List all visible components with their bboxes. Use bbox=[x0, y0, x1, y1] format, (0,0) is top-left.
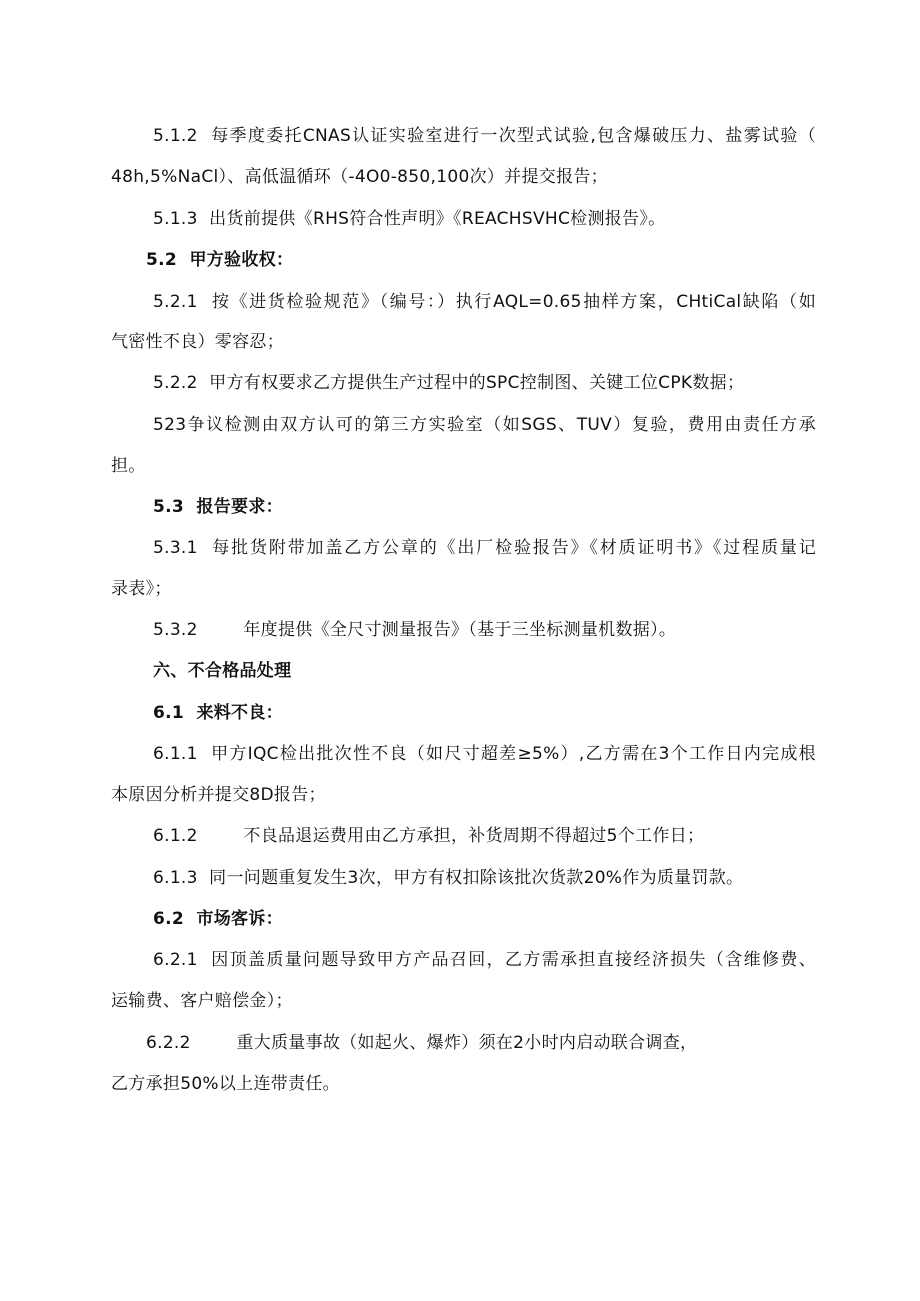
clause-6-1-1-line-2: 本原因分析并提交8D报告； bbox=[111, 785, 326, 805]
clause-5-1-2-line-1: 5.1.2 每季度委托CNAS认证实验室进行一次型式试验,包含爆破压力、盐雾试验（ bbox=[153, 126, 816, 146]
clause-6-1-1-line-1: 6.1.1 甲方IQC检出批次性不良（如尺寸超差≥5%）,乙方需在3个工作日内完成根 bbox=[153, 744, 816, 764]
clause-5-3-1-line-2: 录表》； bbox=[111, 579, 172, 599]
clause-6-1-2: 6.1.2 不良品退运费用由乙方承担，补货周期不得超过5个工作日； bbox=[153, 826, 705, 846]
clause-5-2-2: 5.2.2 甲方有权要求乙方提供生产过程中的SPC控制图、关键工位CPK数据； bbox=[153, 373, 745, 393]
clause-5-2-1-line-2: 气密性不良）零容忍； bbox=[111, 332, 284, 352]
clause-5-2-1-line-1: 5.2.1 按《进货检验规范》（编号：）执行AQL=0.65抽样方案，CHtiCal缺陷（如 bbox=[153, 292, 816, 312]
clause-6-2-1-line-1: 6.2.1 因顶盖质量问题导致甲方产品召回，乙方需承担直接经济损失（含维修费、 bbox=[153, 950, 816, 970]
chapter-heading-6: 六、不合格品处理 bbox=[153, 661, 292, 681]
clause-5-2-3-line-2: 担。 bbox=[111, 456, 146, 476]
section-heading-6-2: 6.2 市场客诉： bbox=[153, 909, 283, 929]
clause-5-3-1-line-1: 5.3.1 每批货附带加盖乙方公章的《出厂检验报告》《材质证明书》《过程质量记 bbox=[153, 538, 816, 558]
clause-6-1-3: 6.1.3 同一问题重复发生3次，甲方有权扣除该批次货款20%作为质量罚款。 bbox=[153, 868, 744, 888]
clause-5-2-3-line-1: 523争议检测由双方认可的第三方实验室（如SGS、TUV）复验，费用由责任方承 bbox=[153, 415, 816, 435]
section-heading-5-3: 5.3 报告要求： bbox=[153, 497, 283, 517]
clause-6-2-1-line-2: 运输费、客户赔偿金）； bbox=[111, 991, 293, 1011]
clause-6-2-2-line-2: 乙方承担50%以上连带责任。 bbox=[111, 1074, 340, 1094]
clause-6-2-2-line-1: 6.2.2 重大质量事故（如起火、爆炸）须在2小时内启动联合调查， bbox=[146, 1033, 698, 1053]
section-heading-6-1: 6.1 来料不良： bbox=[153, 703, 283, 723]
clause-5-3-2: 5.3.2 年度提供《全尺寸测量报告》（基于三坐标测量机数据）。 bbox=[153, 620, 677, 640]
clause-5-1-3: 5.1.3 出货前提供《RHS符合性声明》《REACHSVHC检测报告》。 bbox=[153, 209, 666, 229]
clause-5-1-2-line-2: 48h,5%NaCl）、高低温循环（-4O0-850,100次）并提交报告； bbox=[111, 167, 608, 187]
section-heading-5-2: 5.2 甲方验收权： bbox=[146, 250, 294, 270]
